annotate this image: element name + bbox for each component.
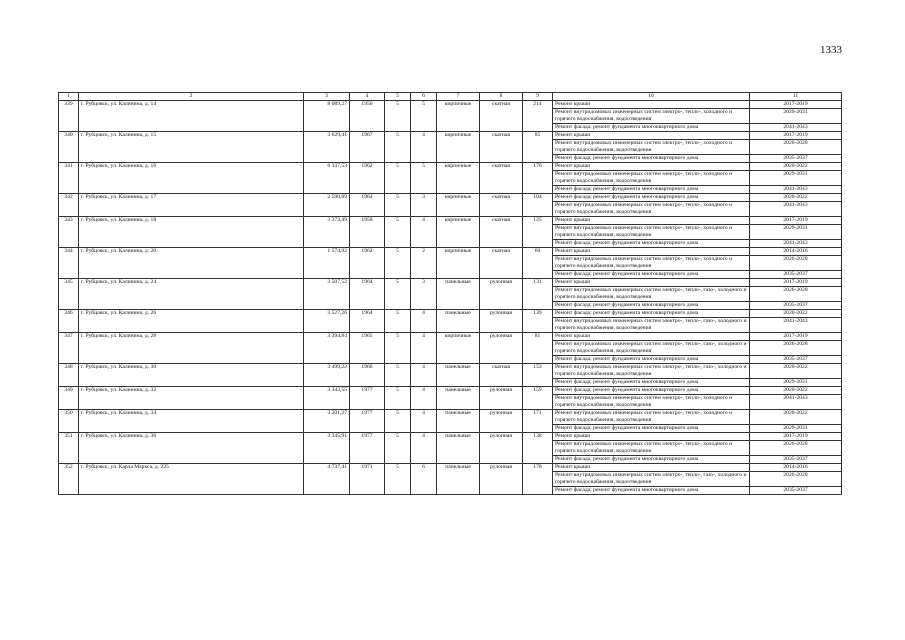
period-cell: 2041-2043 — [750, 318, 842, 333]
work-type-cell: Ремонт внутридомовых инженерных систем электро-, тепло-, холодного и горячего водоснабжения, водоотведения — [553, 140, 750, 155]
period-cell: 2029-2031 — [750, 425, 842, 433]
period-cell: 2041-2043 — [750, 202, 842, 217]
house-number-cell: 346 — [59, 310, 79, 333]
walls-cell: панельные — [437, 364, 480, 387]
work-type-cell: Ремонт фасада; ремонт фундамента многоквартирного дома — [553, 194, 750, 202]
work-type-cell: Ремонт фасада; ремонт фундамента многоквартирного дома — [553, 271, 750, 279]
year-cell: 1962 — [350, 163, 385, 194]
address-cell: г. Рубцовск, ул. Калинина, д. 16 — [79, 163, 304, 194]
period-cell: 2020-2022 — [750, 364, 842, 379]
entrances-cell: 4 — [411, 333, 437, 364]
period-cell: 2026-2028 — [750, 256, 842, 271]
period-cell: 2026-2028 — [750, 341, 842, 356]
roof-cell: скатная — [480, 364, 523, 387]
work-type-cell: Ремонт фасада; ремонт фундамента многоквартирного дома — [553, 302, 750, 310]
table-row — [59, 310, 842, 318]
residents-cell: 139 — [523, 310, 553, 333]
period-cell: 2035-2037 — [750, 456, 842, 464]
walls-cell: кирпичные — [437, 194, 480, 217]
floors-cell: 5 — [385, 279, 411, 310]
period-cell: 2026-2028 — [750, 287, 842, 302]
work-type-cell: Ремонт внутридомовых инженерных систем электро-, тепло-, газо-, холодного и горячего водоснабжения, водоотведения — [553, 472, 750, 487]
work-type-cell: Ремонт крыши — [553, 163, 750, 171]
column-header: 10 — [553, 93, 750, 101]
period-cell: 2026-2028 — [750, 441, 842, 456]
residents-cell: 125 — [523, 217, 553, 248]
table-row — [59, 279, 842, 287]
address-cell: г. Рубцовск, ул. Калинина, д. 26 — [79, 310, 304, 333]
table-row — [59, 163, 842, 171]
address-cell: г. Рубцовск, ул. Калинина, д. 14 — [79, 101, 304, 132]
entrances-cell: 3 — [411, 194, 437, 217]
work-type-cell: Ремонт фасада; ремонт фундамента многоквартирного дома — [553, 456, 750, 464]
walls-cell: панельные — [437, 433, 480, 464]
period-cell: 2029-2031 — [750, 225, 842, 240]
period-cell: 2035-2037 — [750, 271, 842, 279]
period-cell: 2017-2019 — [750, 333, 842, 341]
roof-cell: рулонная — [480, 310, 523, 333]
period-cell: 2026-2028 — [750, 140, 842, 155]
year-cell: 1964 — [350, 194, 385, 217]
residents-cell: 171 — [523, 410, 553, 433]
roof-cell: рулонная — [480, 464, 523, 495]
roof-cell: рулонная — [480, 333, 523, 364]
entrances-cell: 5 — [411, 163, 437, 194]
walls-cell: панельные — [437, 464, 480, 495]
floors-cell: 5 — [385, 433, 411, 464]
house-number-cell: 344 — [59, 248, 79, 279]
area-cell: 6 337,53 — [304, 163, 350, 194]
year-cell: 1967 — [350, 132, 385, 163]
column-header: 1 — [59, 93, 79, 101]
period-cell: 2041-2043 — [750, 240, 842, 248]
period-cell: 2020-2022 — [750, 310, 842, 318]
area-cell: 2 590,89 — [304, 194, 350, 217]
period-cell: 2014-2016 — [750, 248, 842, 256]
entrances-cell: 4 — [411, 217, 437, 248]
house-number-cell: 342 — [59, 194, 79, 217]
period-cell: 2041-2043 — [750, 395, 842, 410]
residents-cell: 60 — [523, 248, 553, 279]
work-type-cell: Ремонт внутридомовых инженерных систем электро-, тепло-, холодного и горячего водоснабжения, водоотведения — [553, 441, 750, 456]
column-header: 2 — [79, 93, 304, 101]
roof-cell: рулонная — [480, 279, 523, 310]
work-type-cell: Ремонт фасада; ремонт фундамента многоквартирного дома — [553, 356, 750, 364]
year-cell: 1977 — [350, 433, 385, 464]
address-cell: г. Рубцовск, ул. Калинина, д. 28 — [79, 333, 304, 364]
area-cell: 3 507,52 — [304, 279, 350, 310]
work-type-cell: Ремонт фасада; ремонт фундамента многоквартирного дома — [553, 124, 750, 132]
period-cell: 2029-2031 — [750, 109, 842, 124]
work-type-cell: Ремонт крыши — [553, 279, 750, 287]
column-header: 8 — [480, 93, 523, 101]
column-header: 9 — [523, 93, 553, 101]
table-row — [59, 410, 842, 425]
address-cell: г. Рубцовск, ул. Калинина, д. 24 — [79, 279, 304, 310]
column-header: 11 — [750, 93, 842, 101]
entrances-cell: 4 — [411, 410, 437, 433]
column-number-row — [59, 93, 842, 101]
walls-cell: панельные — [437, 279, 480, 310]
period-cell: 2020-2022 — [750, 387, 842, 395]
work-type-cell: Ремонт фасада; ремонт фундамента многоквартирного дома — [553, 379, 750, 387]
year-cell: 1971 — [350, 464, 385, 495]
work-type-cell: Ремонт фасада; ремонт фундамента многоквартирного дома — [553, 310, 750, 318]
work-type-cell: Ремонт внутридомовых инженерных систем электро-, тепло-, холодного и горячего водоснабжения, водоотведения — [553, 395, 750, 410]
address-cell: г. Рубцовск, ул. Калинина, д. 30 — [79, 364, 304, 387]
address-cell: г. Рубцовск, ул. Калинина, д. 32 — [79, 387, 304, 410]
walls-cell: панельные — [437, 310, 480, 333]
period-cell: 2041-2043 — [750, 186, 842, 194]
work-type-cell: Ремонт внутридомовых инженерных систем электро-, тепло-, холодного и горячего водоснабжения, водоотведения — [553, 225, 750, 240]
house-number-cell: 352 — [59, 464, 79, 495]
residents-cell: 81 — [523, 333, 553, 364]
floors-cell: 5 — [385, 217, 411, 248]
work-type-cell: Ремонт фасада; ремонт фундамента многоквартирного дома — [553, 387, 750, 395]
work-type-cell: Ремонт фасада; ремонт фундамента многоквартирного дома — [553, 155, 750, 163]
entrances-cell: 6 — [411, 464, 437, 495]
roof-cell: скатная — [480, 163, 523, 194]
area-cell: 3 527,26 — [304, 310, 350, 333]
period-cell: 2020-2022 — [750, 163, 842, 171]
floors-cell: 5 — [385, 387, 411, 410]
roof-cell: скатная — [480, 101, 523, 132]
page-number: 1333 — [820, 44, 842, 56]
residents-cell: 131 — [523, 279, 553, 310]
year-cell: 1956 — [350, 101, 385, 132]
period-cell: 2017-2019 — [750, 101, 842, 109]
work-type-cell: Ремонт фасада; ремонт фундамента многоквартирного дома — [553, 186, 750, 194]
work-type-cell: Ремонт крыши — [553, 217, 750, 225]
walls-cell: панельные — [437, 410, 480, 433]
work-type-cell: Ремонт крыши — [553, 333, 750, 341]
walls-cell: кирпичные — [437, 333, 480, 364]
floors-cell: 5 — [385, 333, 411, 364]
house-number-cell: 340 — [59, 132, 79, 163]
entrances-cell: 4 — [411, 433, 437, 464]
work-type-cell: Ремонт крыши — [553, 464, 750, 472]
walls-cell: кирпичные — [437, 163, 480, 194]
period-cell: 2035-2037 — [750, 487, 842, 495]
table-row — [59, 433, 842, 441]
floors-cell: 5 — [385, 410, 411, 433]
house-number-cell: 350 — [59, 410, 79, 433]
floors-cell: 5 — [385, 163, 411, 194]
work-type-cell: Ремонт крыши — [553, 132, 750, 140]
roof-cell: скатная — [480, 217, 523, 248]
table-row — [59, 333, 842, 341]
table-row — [59, 387, 842, 395]
table-row — [59, 217, 842, 225]
year-cell: 1958 — [350, 217, 385, 248]
walls-cell: кирпичные — [437, 101, 480, 132]
table-row — [59, 101, 842, 109]
house-number-cell: 351 — [59, 433, 79, 464]
period-cell: 2029-2031 — [750, 171, 842, 186]
walls-cell: кирпичные — [437, 248, 480, 279]
entrances-cell: 4 — [411, 364, 437, 387]
year-cell: 1966 — [350, 364, 385, 387]
table-row — [59, 194, 842, 202]
house-number-cell: 343 — [59, 217, 79, 248]
period-cell: 2035-2037 — [750, 302, 842, 310]
house-number-cell: 345 — [59, 279, 79, 310]
column-header: 5 — [385, 93, 411, 101]
period-cell: 2041-2043 — [750, 124, 842, 132]
roof-cell: скатная — [480, 194, 523, 217]
work-type-cell: Ремонт внутридомовых инженерных систем электро-, тепло-, холодного и горячего водоснабжения, водоотведения — [553, 171, 750, 186]
entrances-cell: 4 — [411, 132, 437, 163]
column-header: 6 — [411, 93, 437, 101]
entrances-cell: 4 — [411, 310, 437, 333]
work-type-cell: Ремонт внутридомовых инженерных систем электро-, тепло-, холодного и горячего водоснабжения, водоотведения — [553, 256, 750, 271]
period-cell: 2029-2031 — [750, 379, 842, 387]
period-cell: 2017-2019 — [750, 217, 842, 225]
floors-cell: 5 — [385, 364, 411, 387]
address-cell: г. Рубцовск, ул. Калинина, д. 36 — [79, 433, 304, 464]
year-cell: 1965 — [350, 333, 385, 364]
walls-cell: кирпичные — [437, 132, 480, 163]
table-row — [59, 248, 842, 256]
work-type-cell: Ремонт крыши — [553, 433, 750, 441]
area-cell: 4 737,41 — [304, 464, 350, 495]
house-number-cell: 341 — [59, 163, 79, 194]
work-type-cell: Ремонт крыши — [553, 101, 750, 109]
roof-cell: рулонная — [480, 387, 523, 410]
walls-cell: кирпичные — [437, 217, 480, 248]
table-row — [59, 464, 842, 472]
area-cell: 3 499,22 — [304, 364, 350, 387]
work-type-cell: Ремонт фасада; ремонт фундамента многоквартирного дома — [553, 240, 750, 248]
house-number-cell: 339 — [59, 101, 79, 132]
column-header: 7 — [437, 93, 480, 101]
area-cell: 3 342,55 — [304, 387, 350, 410]
housing-repair-table — [58, 92, 842, 495]
address-cell: г. Рубцовск, ул. Калинина, д. 15 — [79, 132, 304, 163]
floors-cell: 5 — [385, 132, 411, 163]
year-cell: 1964 — [350, 279, 385, 310]
year-cell: 1977 — [350, 387, 385, 410]
period-cell: 2035-2037 — [750, 356, 842, 364]
work-type-cell: Ремонт фасада; ремонт фундамента многоквартирного дома — [553, 487, 750, 495]
period-cell: 2035-2037 — [750, 155, 842, 163]
residents-cell: 214 — [523, 101, 553, 132]
period-cell: 2026-2028 — [750, 472, 842, 487]
floors-cell: 5 — [385, 101, 411, 132]
year-cell: 1962 — [350, 248, 385, 279]
address-cell: г. Рубцовск, ул. Калинина, д. 17 — [79, 194, 304, 217]
work-type-cell: Ремонт внутридомовых инженерных систем электро-, тепло-, газо-, холодного и горячего водоснабжения, водоотведения — [553, 341, 750, 356]
area-cell: 3 345,91 — [304, 433, 350, 464]
year-cell: 1964 — [350, 310, 385, 333]
period-cell: 2014-2016 — [750, 464, 842, 472]
house-number-cell: 347 — [59, 333, 79, 364]
area-cell: 8 089,27 — [304, 101, 350, 132]
area-cell: 3 629,41 — [304, 132, 350, 163]
period-cell: 2020-2022 — [750, 194, 842, 202]
floors-cell: 5 — [385, 310, 411, 333]
work-type-cell: Ремонт внутридомовых инженерных систем электро-, тепло-, холодного и горячего водоснабжения, водоотведения — [553, 202, 750, 217]
work-type-cell: Ремонт внутридомовых инженерных систем электро-, тепло-, холодного и горячего водоснабжения, водоотведения — [553, 109, 750, 124]
residents-cell: 178 — [523, 464, 553, 495]
entrances-cell: 5 — [411, 101, 437, 132]
work-type-cell: Ремонт крыши — [553, 248, 750, 256]
entrances-cell: 2 — [411, 248, 437, 279]
walls-cell: панельные — [437, 387, 480, 410]
floors-cell: 5 — [385, 194, 411, 217]
roof-cell: скатная — [480, 248, 523, 279]
table-row — [59, 132, 842, 140]
entrances-cell: 4 — [411, 387, 437, 410]
residents-cell: 85 — [523, 132, 553, 163]
residents-cell: 104 — [523, 194, 553, 217]
year-cell: 1977 — [350, 410, 385, 433]
roof-cell: рулонная — [480, 433, 523, 464]
column-header: 3 — [304, 93, 350, 101]
area-cell: 3 201,27 — [304, 410, 350, 433]
house-number-cell: 348 — [59, 364, 79, 387]
address-cell: г. Рубцовск, ул. Карла Маркса, д. 225 — [79, 464, 304, 495]
area-cell: 1 574,92 — [304, 248, 350, 279]
work-type-cell: Ремонт внутридомовых инженерных систем электро-, тепло-, холодного и горячего водоснабжения, водоотведения — [553, 410, 750, 425]
entrances-cell: 3 — [411, 279, 437, 310]
address-cell: г. Рубцовск, ул. Калинина, д. 18 — [79, 217, 304, 248]
period-cell: 2017-2019 — [750, 132, 842, 140]
address-cell: г. Рубцовск, ул. Калинина, д. 34 — [79, 410, 304, 433]
work-type-cell: Ремонт внутридомовых инженерных систем электро-, тепло-, газо-, холодного и горячего водоснабжения, водоотведения — [553, 318, 750, 333]
period-cell: 2017-2019 — [750, 433, 842, 441]
residents-cell: 138 — [523, 433, 553, 464]
area-cell: 3 394,84 — [304, 333, 350, 364]
residents-cell: 159 — [523, 387, 553, 410]
address-cell: г. Рубцовск, ул. Калинина, д. 20 — [79, 248, 304, 279]
house-number-cell: 349 — [59, 387, 79, 410]
residents-cell: 170 — [523, 163, 553, 194]
roof-cell: скатная — [480, 132, 523, 163]
floors-cell: 5 — [385, 248, 411, 279]
table-row — [59, 364, 842, 379]
floors-cell: 5 — [385, 464, 411, 495]
work-type-cell: Ремонт внутридомовых инженерных систем электро-, тепло-, газо-, холодного и горячего водоснабжения, водоотведения — [553, 364, 750, 379]
work-type-cell: Ремонт фасада; ремонт фундамента многоквартирного дома — [553, 425, 750, 433]
work-type-cell: Ремонт внутридомовых инженерных систем электро-, тепло-, газо-, холодного и горячего водоснабжения, водоотведения — [553, 287, 750, 302]
period-cell: 2017-2019 — [750, 279, 842, 287]
area-cell: 3 373,49 — [304, 217, 350, 248]
residents-cell: 153 — [523, 364, 553, 387]
column-header: 4 — [350, 93, 385, 101]
period-cell: 2020-2022 — [750, 410, 842, 425]
roof-cell: рулонная — [480, 410, 523, 433]
